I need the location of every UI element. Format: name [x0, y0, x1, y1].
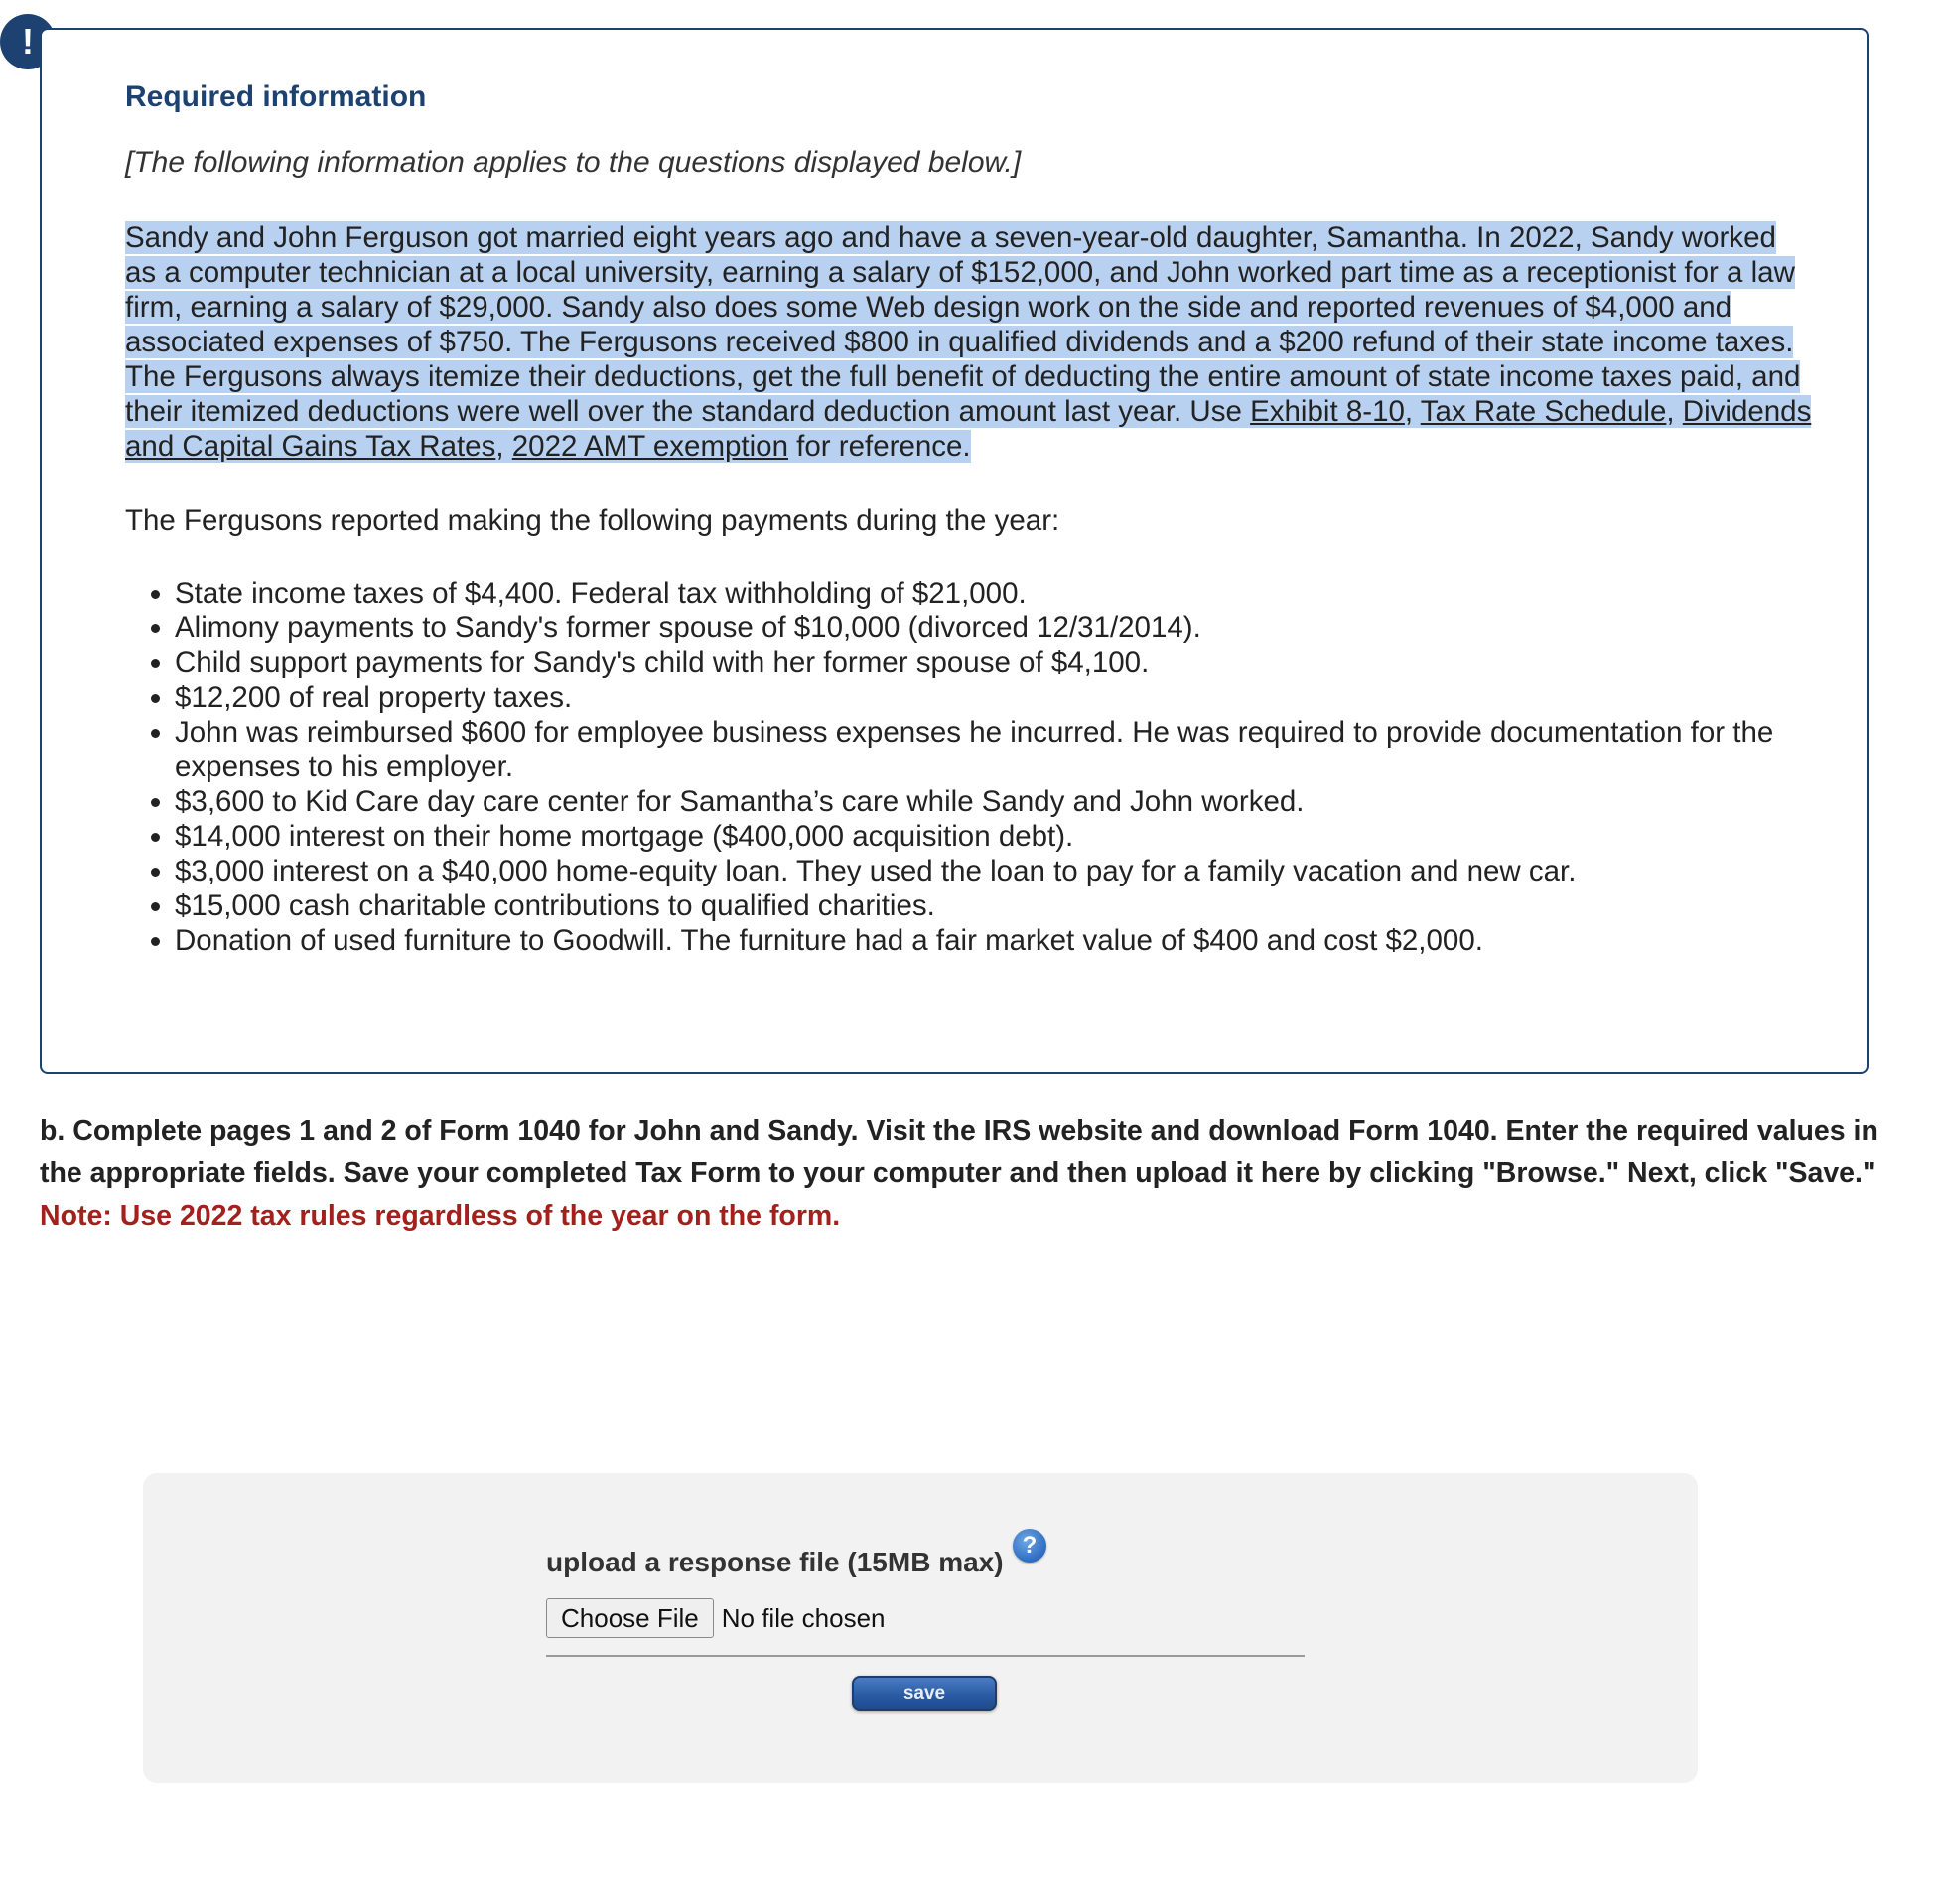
list-item: • $3,600 to Kid Care day care center for Samantha’s care while Sandy and John worked.: [175, 784, 1813, 819]
link-2022-amt-exemption[interactable]: 2022 AMT exemption: [511, 430, 788, 463]
alert-icon: !: [0, 14, 56, 69]
list-item: • Alimony payments to Sandy's former spouse of $10,000 (divorced 12/31/2014).: [175, 611, 1813, 645]
required-information-box: [40, 28, 1869, 1074]
question-text: b. Complete pages 1 and 2 of Form 1040 for John and Sandy. Visit the IRS website and download Form 1040. Enter the required values in the appropriate fields. Save your completed Tax Form to your computer and then upload it here by clicking "Browse." Next, click "Save.": [40, 1115, 1878, 1189]
file-status: No file chosen: [721, 1603, 886, 1633]
payments-intro: The Fergusons reported making the following payments during the year:: [125, 504, 1060, 537]
question-note: Note: Use 2022 tax rules regardless of the year on the form.: [40, 1200, 841, 1232]
payments-list: [125, 576, 1813, 958]
upload-label: upload a response file (15MB max): [546, 1547, 1004, 1577]
list-item: • Child support payments for Sandy's child with her former spouse of $4,100.: [175, 645, 1813, 680]
list-item: • $12,200 of real property taxes.: [175, 680, 1813, 715]
required-information-title: Required information: [125, 80, 427, 113]
scenario-end: for reference.: [787, 430, 971, 463]
link-dividends-capital-gains-rates[interactable]: Dividends and Capital Gains Tax Rates: [125, 395, 1812, 463]
question-block: [40, 1110, 1886, 1238]
choose-file-button[interactable]: Choose File: [546, 1598, 714, 1638]
link-exhibit-8-10[interactable]: Exhibit 8-10: [1250, 395, 1405, 428]
upload-panel: [143, 1473, 1698, 1783]
required-information-content: [125, 77, 1813, 958]
list-item: • $15,000 cash charitable contributions to qualified charities.: [175, 888, 1813, 923]
save-button[interactable]: save: [852, 1676, 997, 1711]
scenario-separator: ,: [1666, 395, 1683, 428]
scenario-separator: ,: [495, 430, 512, 463]
scenario-text: Sandy and John Ferguson got married eight years ago and have a seven-year-old daughter, Samantha. In 2022, Sandy worked as a computer technician at a local university, earning a salary of $152,000, and John worked part time as a receptionist for a law firm, earning a salary of $29,000. Sandy also does some Web design work on the side and reported revenues of $4,000 and associated expenses of $750. The Fergusons received $800 in qualified dividends and a $200 refund of their state income taxes. The Fergusons always itemize their deductions, get the full benefit of deducting the entire amount of state income taxes paid, and their itemized deductions were well over the standard deduction amount last year. Use: [125, 221, 1801, 428]
required-information-subtitle: [The following information applies to the questions displayed below.]: [125, 146, 1022, 179]
help-icon[interactable]: ?: [1013, 1529, 1046, 1563]
link-tax-rate-schedule[interactable]: Tax Rate Schedule: [1420, 395, 1667, 428]
list-item: • $14,000 interest on their home mortgage ($400,000 acquisition debt).: [175, 819, 1813, 854]
file-input: [546, 1598, 886, 1640]
divider: [546, 1655, 1305, 1657]
scenario-separator: ,: [1404, 395, 1421, 428]
list-item: • John was reimbursed $600 for employee business expenses he incurred. He was required to provide documentation for the expenses to his employer.: [175, 715, 1813, 784]
list-item: • $3,000 interest on a $40,000 home-equity loan. They used the loan to pay for a family vacation and new car.: [175, 854, 1813, 888]
list-item: • Donation of used furniture to Goodwill. The furniture had a fair market value of $400 and cost $2,000.: [175, 923, 1813, 958]
list-item: • State income taxes of $4,400. Federal tax withholding of $21,000.: [175, 576, 1813, 611]
scenario-paragraph: [125, 220, 1813, 464]
